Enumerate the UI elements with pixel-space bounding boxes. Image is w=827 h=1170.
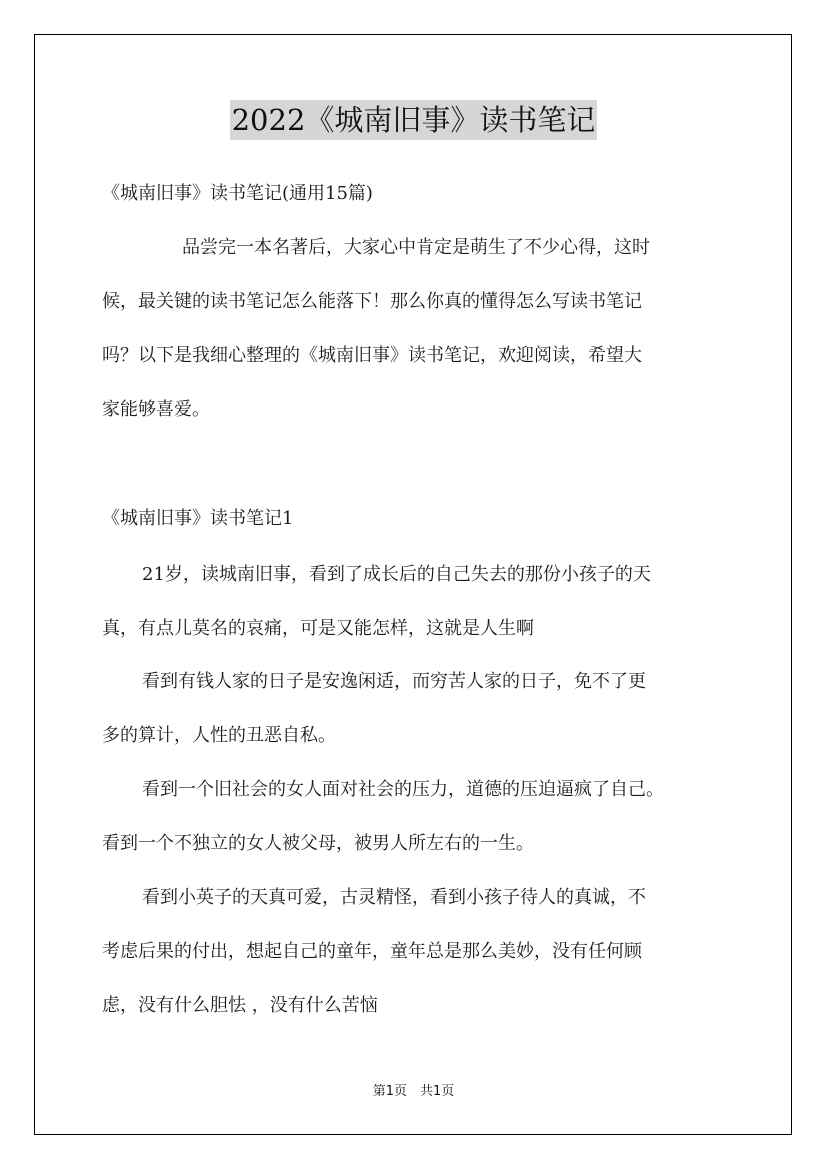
body-line: 21岁，读城南旧事，看到了成长后的自己失去的那份小孩子的天 bbox=[142, 564, 651, 585]
body-line: 考虑后果的付出，想起自己的童年，童年总是那么美妙，没有任何顾 bbox=[102, 941, 642, 962]
body-line: 看到一个旧社会的女人面对社会的压力，道德的压迫逼疯了自己。 bbox=[142, 779, 664, 800]
page-number: 第1页 共1页 bbox=[372, 1084, 455, 1099]
body-line: 看到小英子的天真可爱，古灵精怪，看到小孩子待人的真诚，不 bbox=[142, 887, 646, 908]
intro-line: 吗？以下是我细心整理的《城南旧事》读书笔记，欢迎阅读，希望大 bbox=[102, 345, 642, 366]
body-line: 虑，没有什么胆怯 ，没有什么苦恼 bbox=[102, 995, 378, 1016]
document-title: 2022《城南旧事》读书笔记 bbox=[230, 100, 598, 140]
intro-line: 候，最关键的读书笔记怎么能落下！那么你真的懂得怎么写读书笔记 bbox=[102, 291, 642, 312]
body-line: 真，有点儿莫名的哀痛，可是又能怎样，这就是人生啊 bbox=[102, 618, 534, 639]
intro-line: 家能够喜爱。 bbox=[102, 399, 210, 420]
document-subtitle: 《城南旧事》读书笔记(通用15篇) bbox=[102, 183, 373, 204]
body-line: 看到有钱人家的日子是安逸闲适，而穷苦人家的日子，免不了更 bbox=[142, 671, 646, 692]
body-line: 看到一个不独立的女人被父母，被男人所左右的一生。 bbox=[102, 833, 534, 854]
body-line: 多的算计，人性的丑恶自私。 bbox=[102, 725, 336, 746]
intro-line: 品尝完一本名著后，大家心中肯定是萌生了不少心得，这时 bbox=[182, 237, 650, 258]
section-heading: 《城南旧事》读书笔记1 bbox=[102, 508, 294, 529]
title-container bbox=[0, 100, 827, 140]
